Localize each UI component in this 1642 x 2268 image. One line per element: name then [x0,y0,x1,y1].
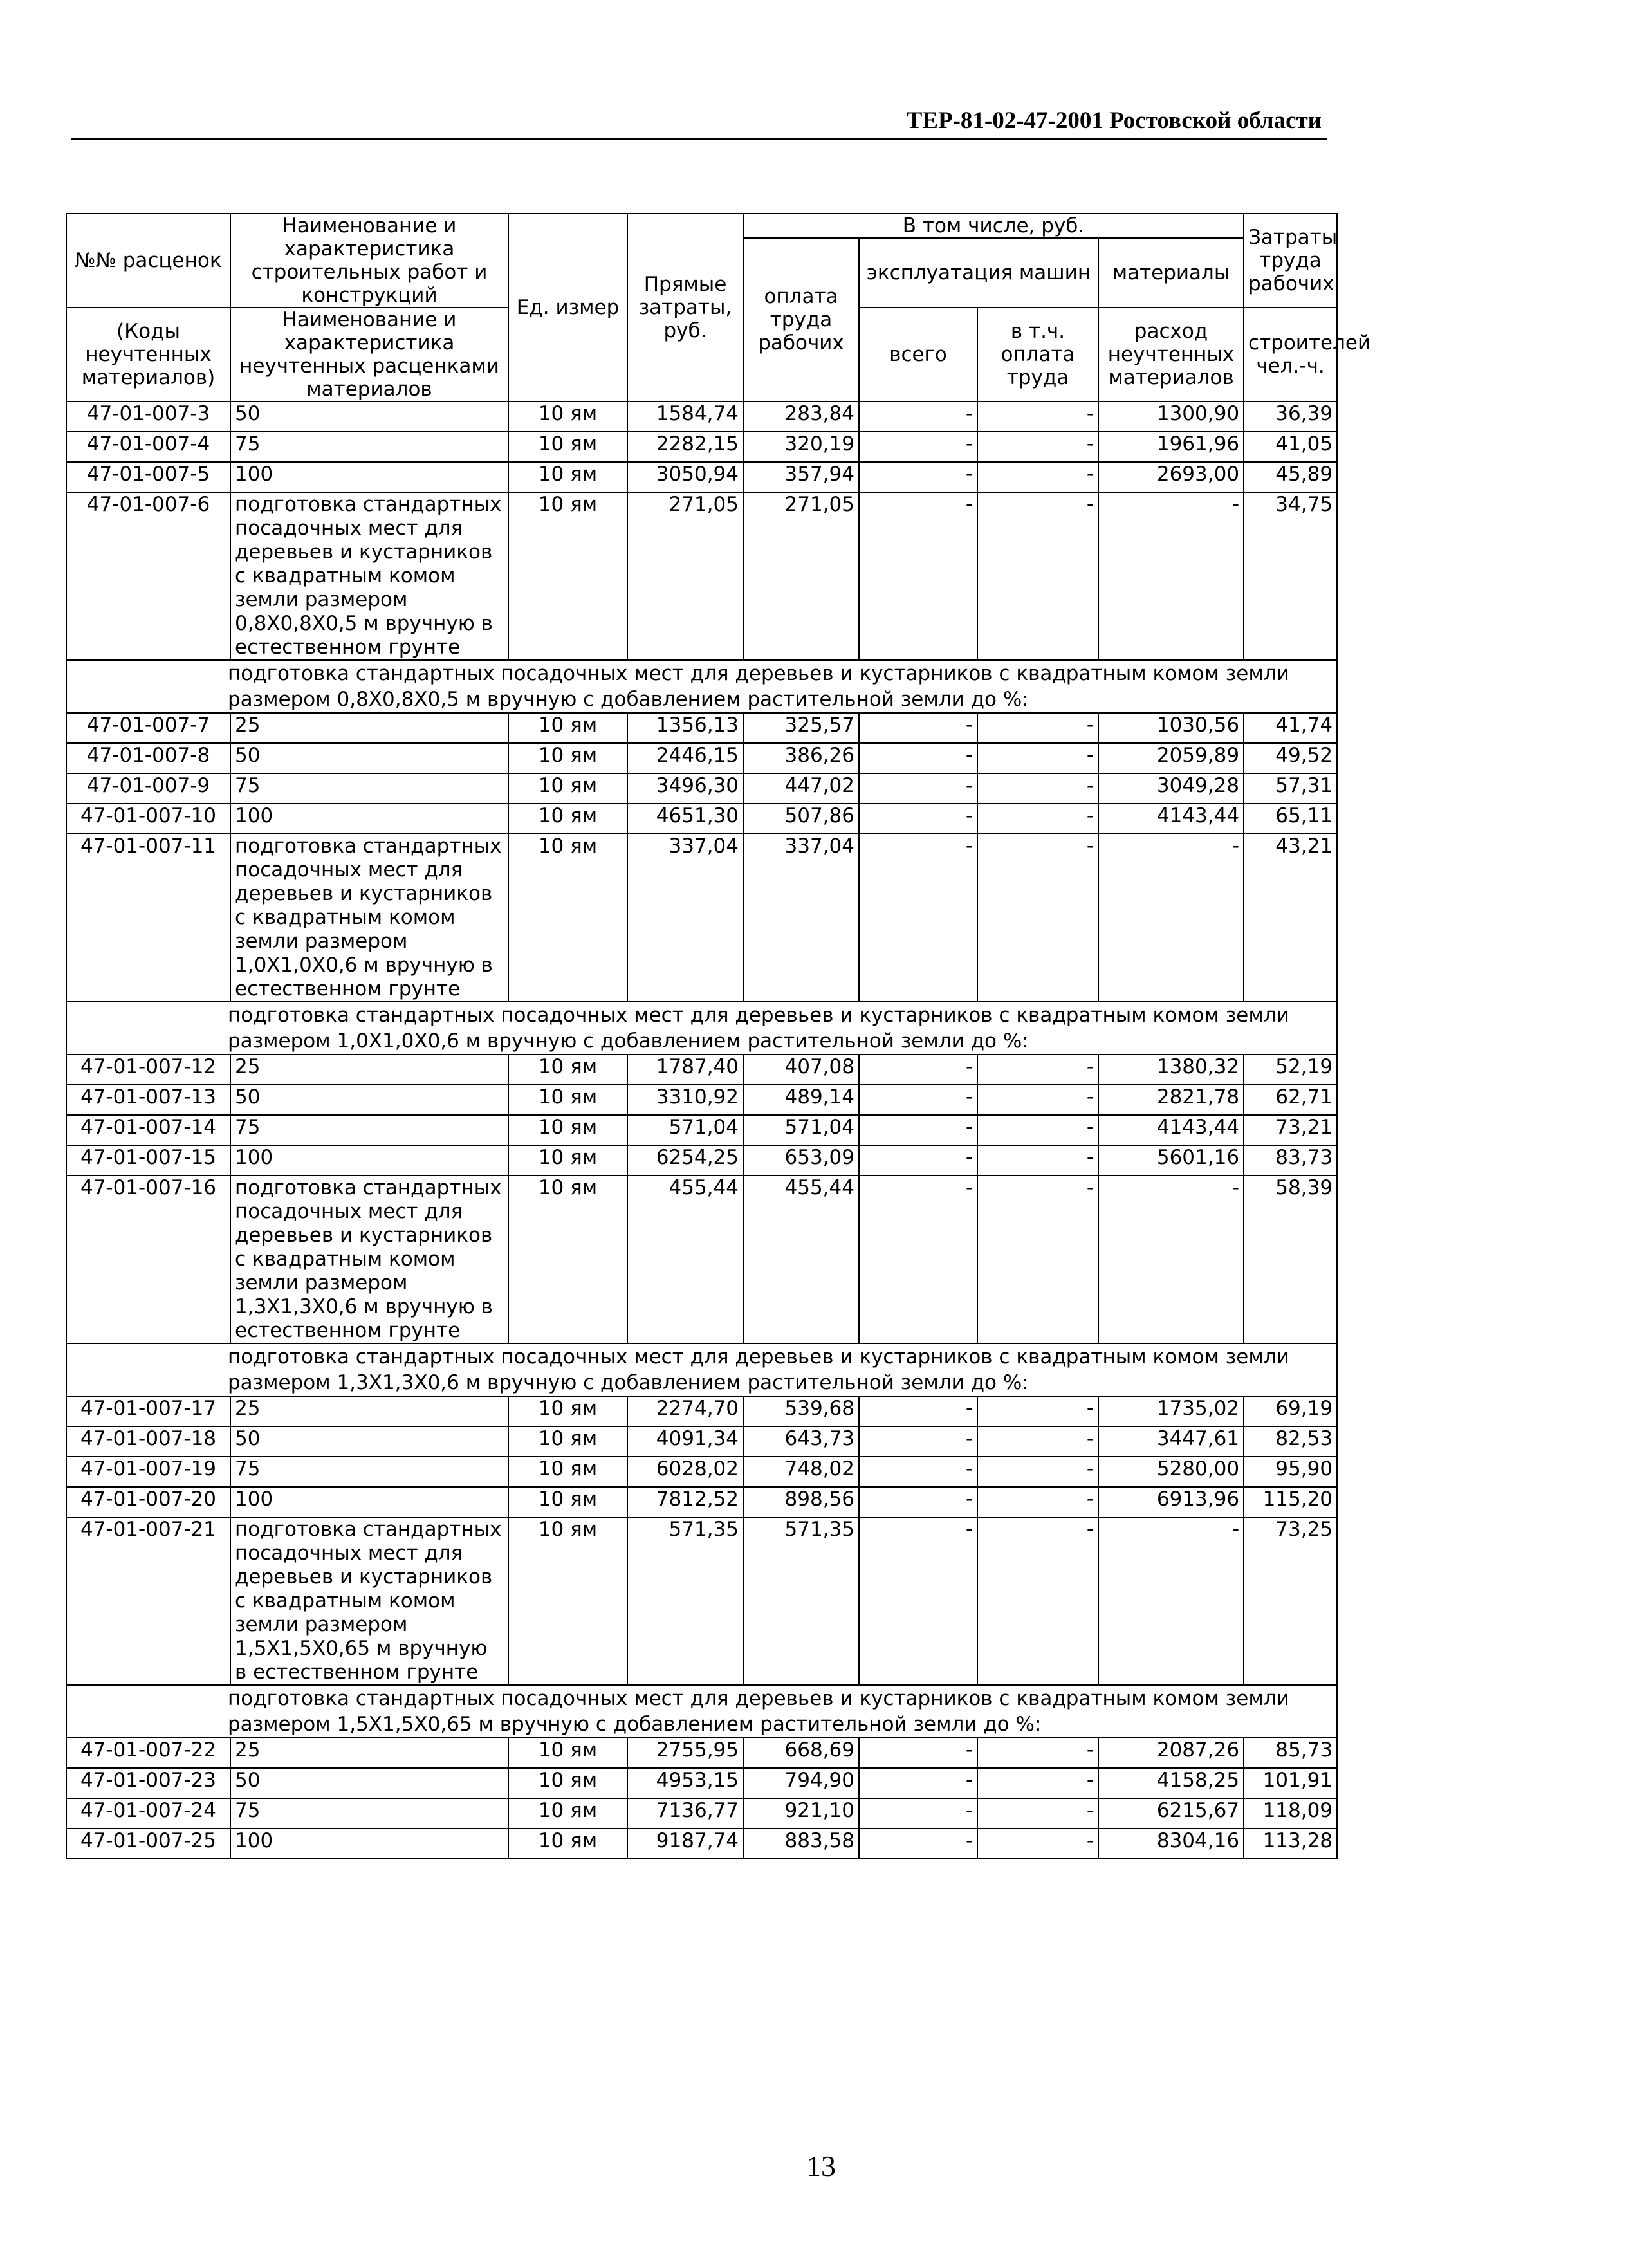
rate-labor-hours: 43,21 [1244,834,1337,1002]
table-header [66,214,1371,401]
rate-name: подготовка стандартных посадочных мест для деревьев и кустарников с квадратным комом земли размером 1,0Х1,0Х0,6 м вручную в естественном грунте [230,834,508,1002]
rate-labor-hours: 49,52 [1244,743,1337,773]
rate-materials: 1030,56 [1098,713,1244,743]
rate-name: 75 [230,773,508,804]
rate-code: 47-01-007-18 [66,1426,230,1457]
rate-labor-hours: 115,20 [1244,1487,1337,1517]
rate-code: 47-01-007-5 [66,462,230,492]
group-heading: подготовка стандартных посадочных мест для деревьев и кустарников с квадратным комом земли размером 1,3Х1,3Х0,6 м вручную с добавлением растительной земли до %: [66,1343,1337,1396]
rate-unit: 10 ям [508,1085,627,1115]
rate-materials: 2059,89 [1098,743,1244,773]
rate-name: 50 [230,1085,508,1115]
rate-machines-total: - [859,743,977,773]
table-row [66,1798,1337,1829]
rate-unit: 10 ям [508,401,627,432]
page-number: 13 [806,2150,836,2182]
rate-machines-labor: - [977,1798,1098,1829]
col-machines-incl: в т.ч. оплата труда [977,308,1098,401]
rate-machines-total: - [859,1738,977,1768]
table-body [66,401,1337,1859]
rate-code: 47-01-007-8 [66,743,230,773]
rate-materials: 5280,00 [1098,1457,1244,1487]
table-row [66,1457,1337,1487]
rate-direct-cost: 7812,52 [627,1487,743,1517]
rate-machines-total: - [859,1798,977,1829]
rate-machines-total: - [859,492,977,660]
rate-name: 25 [230,1738,508,1768]
rate-direct-cost: 2446,15 [627,743,743,773]
rate-labor-pay: 794,90 [743,1768,859,1798]
rate-name: 100 [230,1145,508,1175]
rate-direct-cost: 571,04 [627,1115,743,1145]
table-row [66,1738,1337,1768]
group-heading-row [66,660,1337,713]
rate-code: 47-01-007-12 [66,1055,230,1085]
rate-machines-total: - [859,401,977,432]
col-labor-pay: оплата труда рабочих [743,238,859,401]
rate-labor-pay: 489,14 [743,1085,859,1115]
rate-machines-labor: - [977,1829,1098,1859]
rate-machines-labor: - [977,713,1098,743]
rate-unit: 10 ям [508,1517,627,1685]
rate-machines-total: - [859,713,977,743]
rate-labor-pay: 325,57 [743,713,859,743]
rate-code: 47-01-007-13 [66,1085,230,1115]
table-row [66,1115,1337,1145]
rate-machines-total: - [859,1517,977,1685]
rate-machines-total: - [859,1085,977,1115]
rate-machines-total: - [859,1145,977,1175]
rate-materials: 4143,44 [1098,1115,1244,1145]
rate-unit: 10 ям [508,1768,627,1798]
rate-materials: 5601,16 [1098,1145,1244,1175]
rate-materials: 1300,90 [1098,401,1244,432]
table-row [66,1517,1337,1685]
rate-materials: 3049,28 [1098,773,1244,804]
rate-name: 75 [230,1115,508,1145]
rate-code: 47-01-007-6 [66,492,230,660]
rate-machines-total: - [859,773,977,804]
rate-name: 75 [230,1457,508,1487]
rate-name: 50 [230,1768,508,1798]
table-row [66,1426,1337,1457]
rate-direct-cost: 9187,74 [627,1829,743,1859]
rate-materials: 6913,96 [1098,1487,1244,1517]
rate-labor-hours: 41,05 [1244,432,1337,462]
table-row [66,743,1337,773]
table-row [66,804,1337,834]
rate-unit: 10 ям [508,492,627,660]
rate-unit: 10 ям [508,1798,627,1829]
rate-unit: 10 ям [508,1145,627,1175]
rate-labor-pay: 337,04 [743,834,859,1002]
rate-labor-pay: 407,08 [743,1055,859,1085]
rate-labor-pay: 668,69 [743,1738,859,1768]
rate-labor-pay: 571,35 [743,1517,859,1685]
rate-machines-total: - [859,1396,977,1426]
rate-labor-hours: 52,19 [1244,1055,1337,1085]
rate-machines-labor: - [977,1396,1098,1426]
rate-machines-total: - [859,1487,977,1517]
rate-code: 47-01-007-25 [66,1829,230,1859]
rate-machines-total: - [859,1115,977,1145]
table-row [66,1829,1337,1859]
rate-direct-cost: 6028,02 [627,1457,743,1487]
rate-machines-total: - [859,1768,977,1798]
rate-materials: - [1098,1175,1244,1343]
col-labor-bottom: строителей чел.-ч. [1244,308,1337,401]
rate-labor-pay: 455,44 [743,1175,859,1343]
rate-machines-labor: - [977,743,1098,773]
rate-machines-labor: - [977,462,1098,492]
rate-unit: 10 ям [508,1829,627,1859]
rate-materials: 3447,61 [1098,1426,1244,1457]
rate-labor-pay: 507,86 [743,804,859,834]
rate-direct-cost: 2755,95 [627,1738,743,1768]
rate-machines-labor: - [977,1055,1098,1085]
rate-labor-pay: 539,68 [743,1396,859,1426]
rate-code: 47-01-007-9 [66,773,230,804]
rate-direct-cost: 3496,30 [627,773,743,804]
rate-labor-hours: 95,90 [1244,1457,1337,1487]
rate-code: 47-01-007-15 [66,1145,230,1175]
rate-unit: 10 ям [508,432,627,462]
rate-labor-hours: 57,31 [1244,773,1337,804]
rate-labor-pay: 320,19 [743,432,859,462]
rate-labor-pay: 271,05 [743,492,859,660]
rate-name: подготовка стандартных посадочных мест для деревьев и кустарников с квадратным комом земли размером 1,5Х1,5Х0,65 м вручную в естественном грунте [230,1517,508,1685]
rate-unit: 10 ям [508,1738,627,1768]
rate-materials: 4158,25 [1098,1768,1244,1798]
rate-direct-cost: 271,05 [627,492,743,660]
rate-direct-cost: 4651,30 [627,804,743,834]
rates-table [66,213,1371,1859]
rate-code: 47-01-007-7 [66,713,230,743]
rate-machines-labor: - [977,1738,1098,1768]
rate-direct-cost: 3050,94 [627,462,743,492]
rate-materials: - [1098,1517,1244,1685]
rate-direct-cost: 1584,74 [627,401,743,432]
rate-machines-labor: - [977,1115,1098,1145]
rate-labor-hours: 45,89 [1244,462,1337,492]
rate-code: 47-01-007-16 [66,1175,230,1343]
col-code-top: №№ расценок [66,214,230,308]
rate-machines-labor: - [977,804,1098,834]
table-row [66,432,1337,462]
rate-unit: 10 ям [508,1426,627,1457]
document-title: ТЕР-81-02-47-2001 Ростовской области [906,107,1322,134]
rate-name: 100 [230,1829,508,1859]
rate-direct-cost: 1356,13 [627,713,743,743]
rate-name: подготовка стандартных посадочных мест для деревьев и кустарников с квадратным комом земли размером 1,3Х1,3Х0,6 м вручную в естественном грунте [230,1175,508,1343]
table-row [66,834,1337,1002]
rate-name: 100 [230,804,508,834]
rate-labor-pay: 921,10 [743,1798,859,1829]
col-direct: Прямые затраты, руб. [627,214,743,401]
rate-unit: 10 ям [508,1175,627,1343]
rate-materials: 8304,16 [1098,1829,1244,1859]
rate-labor-hours: 34,75 [1244,492,1337,660]
rate-machines-total: - [859,1055,977,1085]
rate-unit: 10 ям [508,743,627,773]
table-row [66,1085,1337,1115]
rate-direct-cost: 2274,70 [627,1396,743,1426]
rate-labor-pay: 447,02 [743,773,859,804]
table-row [66,462,1337,492]
col-materials-sub: расход неучтенных материалов [1098,308,1244,401]
rate-name: 100 [230,1487,508,1517]
rate-code: 47-01-007-24 [66,1798,230,1829]
rate-unit: 10 ям [508,804,627,834]
rate-machines-labor: - [977,1457,1098,1487]
rate-machines-total: - [859,804,977,834]
rate-machines-total: - [859,834,977,1002]
rate-machines-labor: - [977,1768,1098,1798]
rate-materials: 6215,67 [1098,1798,1244,1829]
rate-labor-hours: 113,28 [1244,1829,1337,1859]
rate-machines-labor: - [977,401,1098,432]
table-row [66,492,1337,660]
table-row [66,1396,1337,1426]
table-row [66,713,1337,743]
rate-code: 47-01-007-4 [66,432,230,462]
rate-name: 50 [230,743,508,773]
rate-labor-pay: 748,02 [743,1457,859,1487]
rate-machines-labor: - [977,1145,1098,1175]
rate-materials: 2087,26 [1098,1738,1244,1768]
col-code-bottom: (Коды неучтенных материалов) [66,308,230,401]
rate-machines-total: - [859,1426,977,1457]
col-machines-total: всего [859,308,977,401]
rate-labor-hours: 101,91 [1244,1768,1337,1798]
rate-name: 50 [230,401,508,432]
rate-materials: 1735,02 [1098,1396,1244,1426]
document-header [71,104,1327,140]
rate-labor-pay: 883,58 [743,1829,859,1859]
rate-unit: 10 ям [508,462,627,492]
rate-direct-cost: 6254,25 [627,1145,743,1175]
rate-name: 25 [230,1396,508,1426]
rate-unit: 10 ям [508,1115,627,1145]
rate-labor-hours: 82,53 [1244,1426,1337,1457]
rate-labor-pay: 653,09 [743,1145,859,1175]
group-heading: подготовка стандартных посадочных мест для деревьев и кустарников с квадратным комом земли размером 1,0Х1,0Х0,6 м вручную с добавлением растительной земли до %: [66,1002,1337,1055]
rate-code: 47-01-007-3 [66,401,230,432]
rate-direct-cost: 571,35 [627,1517,743,1685]
rate-code: 47-01-007-17 [66,1396,230,1426]
col-machines: эксплуатация машин [859,238,1098,308]
rate-machines-labor: - [977,492,1098,660]
rate-machines-labor: - [977,432,1098,462]
rate-labor-pay: 357,94 [743,462,859,492]
rate-materials: - [1098,834,1244,1002]
rate-code: 47-01-007-11 [66,834,230,1002]
rate-labor-hours: 62,71 [1244,1085,1337,1115]
rate-name: 50 [230,1426,508,1457]
table-row [66,1768,1337,1798]
rate-labor-hours: 118,09 [1244,1798,1337,1829]
rate-machines-labor: - [977,834,1098,1002]
rate-materials: - [1098,492,1244,660]
col-materials: материалы [1098,238,1244,308]
rate-materials: 2821,78 [1098,1085,1244,1115]
rate-materials: 2693,00 [1098,462,1244,492]
group-heading-row [66,1685,1337,1738]
group-heading-row [66,1343,1337,1396]
table-row [66,773,1337,804]
rate-code: 47-01-007-21 [66,1517,230,1685]
rate-labor-hours: 69,19 [1244,1396,1337,1426]
rate-unit: 10 ям [508,1055,627,1085]
group-heading: подготовка стандартных посадочных мест для деревьев и кустарников с квадратным комом земли размером 1,5Х1,5Х0,65 м вручную с добавлением растительной земли до %: [66,1685,1337,1738]
rate-labor-hours: 73,25 [1244,1517,1337,1685]
rate-direct-cost: 7136,77 [627,1798,743,1829]
rate-direct-cost: 455,44 [627,1175,743,1343]
rate-labor-hours: 58,39 [1244,1175,1337,1343]
rate-direct-cost: 4091,34 [627,1426,743,1457]
table-row [66,401,1337,432]
rate-unit: 10 ям [508,773,627,804]
col-labor-top: Затраты труда рабочих [1244,214,1337,308]
rate-machines-labor: - [977,1085,1098,1115]
table-row [66,1175,1337,1343]
rate-labor-hours: 65,11 [1244,804,1337,834]
col-incl-group: В том числе, руб. [743,214,1244,238]
rate-unit: 10 ям [508,713,627,743]
rate-name: 25 [230,713,508,743]
rate-machines-labor: - [977,1487,1098,1517]
rate-machines-total: - [859,1829,977,1859]
rate-materials: 1380,32 [1098,1055,1244,1085]
group-heading: подготовка стандартных посадочных мест для деревьев и кустарников с квадратным комом земли размером 0,8Х0,8Х0,5 м вручную с добавлением растительной земли до %: [66,660,1337,713]
table-row [66,1145,1337,1175]
rate-machines-labor: - [977,773,1098,804]
rate-labor-hours: 83,73 [1244,1145,1337,1175]
rate-materials: 4143,44 [1098,804,1244,834]
rate-labor-hours: 73,21 [1244,1115,1337,1145]
rate-labor-pay: 283,84 [743,401,859,432]
rate-machines-labor: - [977,1175,1098,1343]
rate-code: 47-01-007-14 [66,1115,230,1145]
rate-machines-labor: - [977,1426,1098,1457]
rate-code: 47-01-007-20 [66,1487,230,1517]
rate-labor-pay: 571,04 [743,1115,859,1145]
group-heading-row [66,1002,1337,1055]
col-unit: Ед. измер [508,214,627,401]
rate-unit: 10 ям [508,1487,627,1517]
col-name-bottom: Наименование и характеристика неучтенных расценками материалов [230,308,508,401]
rate-direct-cost: 337,04 [627,834,743,1002]
rate-machines-total: - [859,1175,977,1343]
rate-labor-pay: 386,26 [743,743,859,773]
rate-name: 100 [230,462,508,492]
rate-code: 47-01-007-23 [66,1768,230,1798]
table-row [66,1487,1337,1517]
rate-code: 47-01-007-10 [66,804,230,834]
rate-code: 47-01-007-19 [66,1457,230,1487]
rate-machines-labor: - [977,1517,1098,1685]
rate-direct-cost: 2282,15 [627,432,743,462]
rate-name: 25 [230,1055,508,1085]
table-row [66,1055,1337,1085]
rate-direct-cost: 4953,15 [627,1768,743,1798]
rate-machines-total: - [859,1457,977,1487]
rate-labor-hours: 41,74 [1244,713,1337,743]
rate-code: 47-01-007-22 [66,1738,230,1768]
rate-name: 75 [230,432,508,462]
rate-materials: 1961,96 [1098,432,1244,462]
rate-machines-total: - [859,432,977,462]
rate-direct-cost: 3310,92 [627,1085,743,1115]
col-name-top: Наименование и характеристика строительных работ и конструкций [230,214,508,308]
rate-unit: 10 ям [508,1396,627,1426]
rate-unit: 10 ям [508,1457,627,1487]
rate-name: 75 [230,1798,508,1829]
rate-labor-hours: 36,39 [1244,401,1337,432]
rate-name: подготовка стандартных посадочных мест для деревьев и кустарников с квадратным комом земли размером 0,8Х0,8Х0,5 м вручную в естественном грунте [230,492,508,660]
rate-direct-cost: 1787,40 [627,1055,743,1085]
rate-labor-hours: 85,73 [1244,1738,1337,1768]
rate-unit: 10 ям [508,834,627,1002]
rate-machines-total: - [859,462,977,492]
rate-labor-pay: 643,73 [743,1426,859,1457]
rate-labor-pay: 898,56 [743,1487,859,1517]
